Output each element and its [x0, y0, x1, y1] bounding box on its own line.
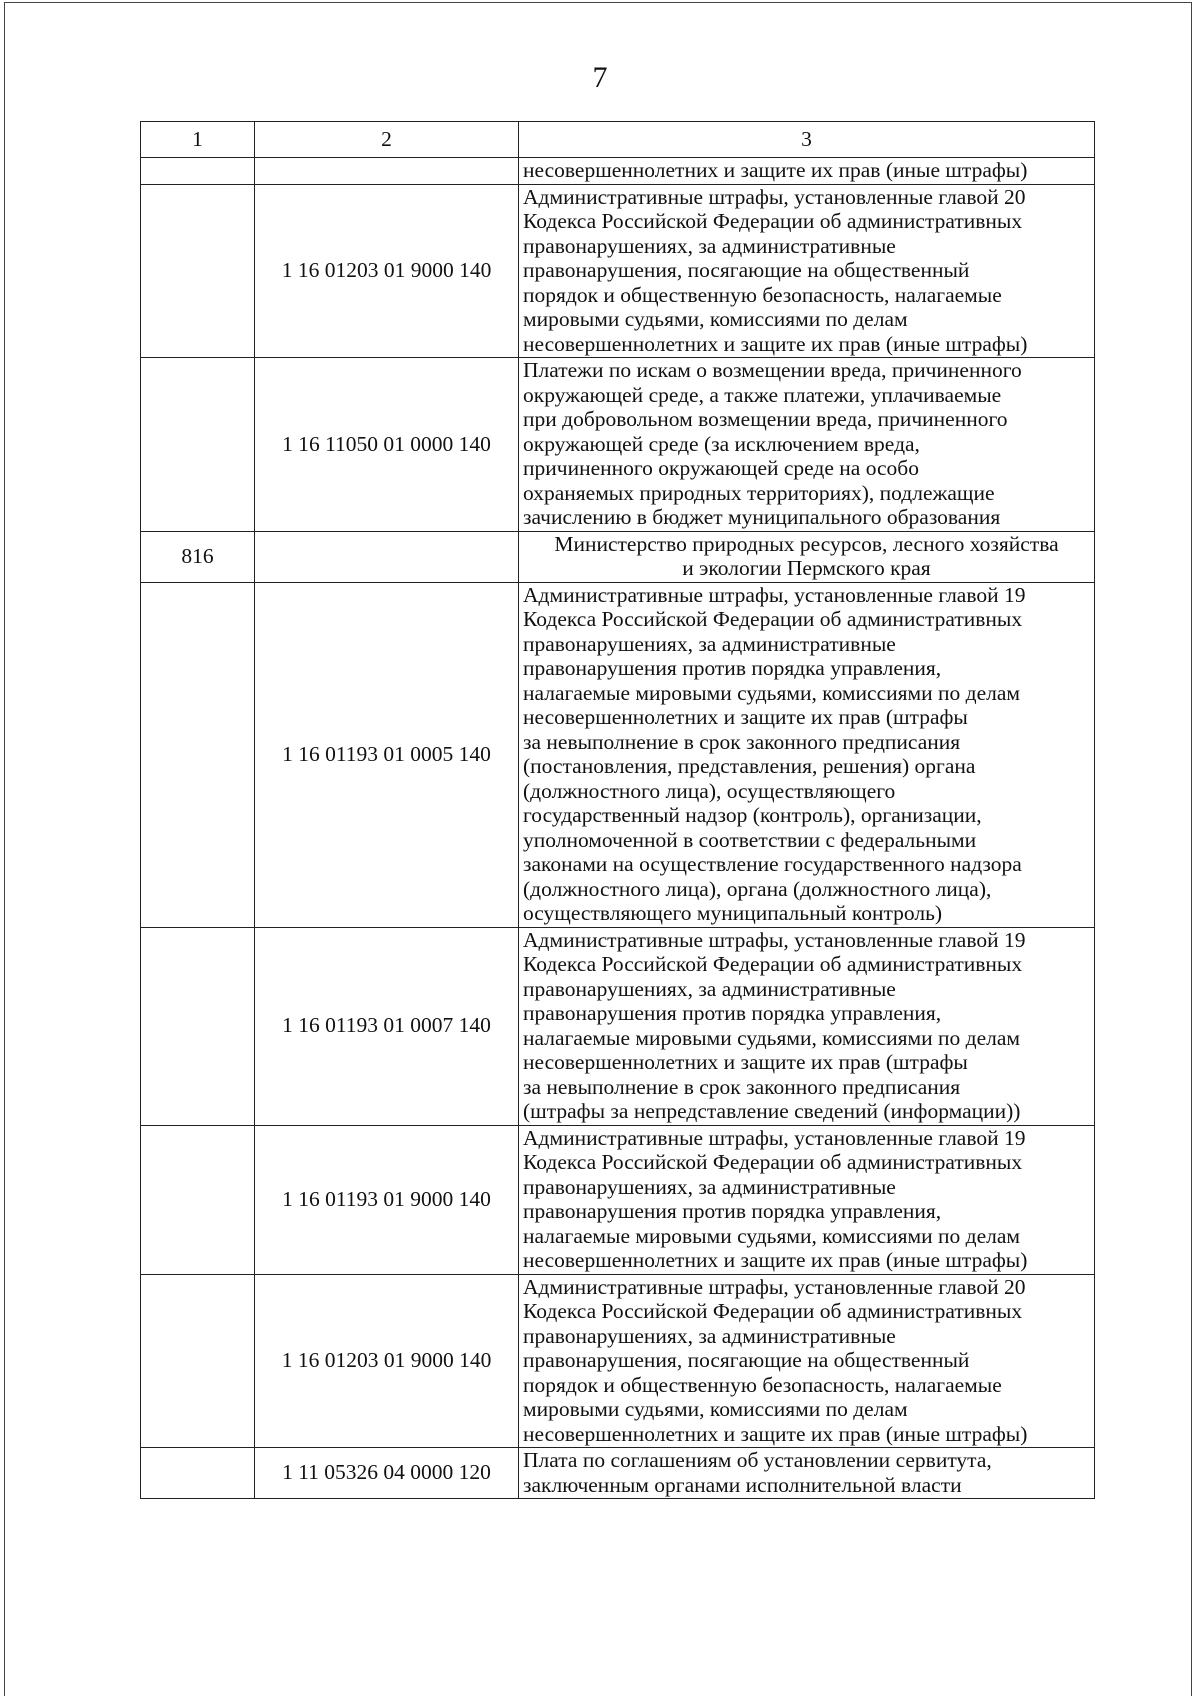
description-line: несовершеннолетних и защите их прав (иные штрафы): [523, 1248, 1028, 1272]
admin-code-cell: [141, 158, 255, 185]
revenue-codes-table: [140, 121, 1095, 1499]
admin-code-cell: 816: [141, 531, 255, 582]
description-line: уполномоченной в соответствии с федеральными: [523, 827, 977, 852]
description-cell: [519, 531, 1095, 582]
description-line: охраняемых природных территориях), подлежащие: [523, 480, 995, 505]
budget-code-cell: [255, 531, 519, 582]
description-line: мировыми судьями, комиссиями по делам: [523, 1397, 908, 1421]
description-line: Административные штрафы, установленные главой 20: [523, 1274, 1026, 1299]
admin-code-cell: [141, 1274, 255, 1448]
table-row: [141, 582, 1095, 927]
budget-code-cell: 1 16 01193 01 0005 140: [255, 582, 519, 927]
budget-code-cell: 1 16 11050 01 0000 140: [255, 358, 519, 532]
description-line: Административные штрафы, установленные главой 19: [523, 1125, 1026, 1150]
description-line: (штрафы за непредставление сведений (информации)): [523, 1099, 1021, 1123]
description-line: порядок и общественную безопасность, налагаемые: [523, 1372, 1002, 1397]
description-line: и экологии Пермского края: [682, 556, 931, 580]
table-row: [141, 358, 1095, 532]
description-line: (должностного лица), органа (должностного лица),: [523, 876, 992, 901]
description-line: правонарушения против порядка управления,: [523, 1001, 942, 1025]
table-row: [141, 1274, 1095, 1448]
description-line: причиненного окружающей среде на особо: [523, 456, 919, 480]
admin-code-cell: [141, 358, 255, 532]
description-line: Кодекса Российской Федерации об административных: [523, 1299, 1023, 1323]
description-line: государственный надзор (контроль), организации,: [523, 803, 982, 827]
header-cell-3: 3: [519, 122, 1095, 158]
page-number: 7: [592, 61, 608, 94]
description-line: налагаемые мировыми судьями, комиссиями по делам: [523, 680, 1020, 705]
description-line: налагаемые мировыми судьями, комиссиями по делам: [523, 1025, 1020, 1050]
table-header-row: [141, 122, 1095, 158]
budget-code-cell: 1 16 01193 01 0007 140: [255, 927, 519, 1125]
admin-code-cell: [141, 1448, 255, 1499]
description-line: за невыполнение в срок законного предписания: [523, 729, 961, 754]
table-row: [141, 1125, 1095, 1274]
description-cell: [519, 184, 1095, 358]
description-line: мировыми судьями, комиссиями по делам: [523, 307, 908, 331]
description-line: правонарушения, посягающие на общественный: [523, 258, 970, 282]
description-cell: [519, 158, 1095, 185]
description-cell: [519, 1125, 1095, 1274]
admin-code-cell: [141, 184, 255, 358]
table-row: [141, 531, 1095, 582]
description-line: правонарушениях, за административные: [523, 631, 896, 656]
description-line: правонарушениях, за административные: [523, 1174, 896, 1199]
description-cell: [519, 358, 1095, 532]
description-line: Кодекса Российской Федерации об административных: [523, 209, 1023, 233]
description-cell: [519, 1274, 1095, 1448]
budget-code-cell: 1 11 05326 04 0000 120: [255, 1448, 519, 1499]
description-line: законами на осуществление государственного надзора: [523, 852, 1022, 876]
description-line: окружающей среде, а также платежи, уплачиваемые: [523, 382, 1002, 407]
header-cell-2: 2: [255, 122, 519, 158]
description-line: правонарушения против порядка управления,: [523, 656, 942, 680]
description-line: при добровольном возмещении вреда, причиненного: [523, 407, 1008, 431]
description-cell: [519, 582, 1095, 927]
budget-code-cell: 1 16 01203 01 9000 140: [255, 1274, 519, 1448]
table-row: [141, 184, 1095, 358]
description-line: Кодекса Российской Федерации об административных: [523, 607, 1023, 631]
description-line: налагаемые мировыми судьями, комиссиями по делам: [523, 1223, 1020, 1248]
description-line: правонарушениях, за административные: [523, 233, 896, 258]
description-line: (должностного лица), осуществляющего: [523, 778, 896, 803]
description-line: окружающей среде (за исключением вреда,: [523, 431, 920, 456]
description-cell: [519, 1448, 1095, 1499]
description-line: несовершеннолетних и защите их прав (иные штрафы): [523, 158, 1028, 182]
description-line: правонарушениях, за административные: [523, 976, 896, 1001]
description-line: несовершеннолетних и защите их прав (штрафы: [523, 1050, 968, 1074]
description-line: заключенным органами исполнительной власти: [523, 1472, 962, 1497]
description-line: Платежи по искам о возмещении вреда, причиненного: [523, 358, 1022, 382]
description-line: (постановления, представления, решения) органа: [523, 754, 976, 778]
description-line: Кодекса Российской Федерации об административных: [523, 952, 1023, 976]
description-line: Министерство природных ресурсов, лесного хозяйства: [554, 531, 1059, 556]
table-row: [141, 158, 1095, 185]
table-row: [141, 1448, 1095, 1499]
description-line: порядок и общественную безопасность, налагаемые: [523, 282, 1002, 307]
admin-code-cell: [141, 582, 255, 927]
description-line: Административные штрафы, установленные главой 20: [523, 184, 1026, 209]
admin-code-cell: [141, 1125, 255, 1274]
table-row: [141, 927, 1095, 1125]
header-cell-1: 1: [141, 122, 255, 158]
description-line: за невыполнение в срок законного предписания: [523, 1074, 961, 1099]
budget-code-cell: 1 16 01203 01 9000 140: [255, 184, 519, 358]
table-body: [141, 158, 1095, 1499]
description-line: несовершеннолетних и защите их прав (иные штрафы): [523, 1421, 1028, 1446]
description-line: правонарушения против порядка управления,: [523, 1199, 942, 1223]
description-line: правонарушения, посягающие на общественный: [523, 1348, 970, 1372]
description-line: Плата по соглашениям об установлении сервитута,: [523, 1448, 992, 1472]
description-line: несовершеннолетних и защите их прав (иные штрафы): [523, 331, 1028, 356]
description-line: зачислению в бюджет муниципального образования: [523, 505, 1001, 529]
description-line: Административные штрафы, установленные главой 19: [523, 582, 1026, 607]
description-line: Кодекса Российской Федерации об административных: [523, 1150, 1023, 1174]
description-line: Административные штрафы, установленные главой 19: [523, 927, 1026, 952]
budget-code-cell: [255, 158, 519, 185]
description-cell: [519, 927, 1095, 1125]
admin-code-cell: [141, 927, 255, 1125]
budget-code-cell: 1 16 01193 01 9000 140: [255, 1125, 519, 1274]
description-line: правонарушениях, за административные: [523, 1323, 896, 1348]
description-line: несовершеннолетних и защите их прав (штрафы: [523, 705, 968, 729]
description-line: осуществляющего муниципальный контроль): [523, 901, 943, 925]
